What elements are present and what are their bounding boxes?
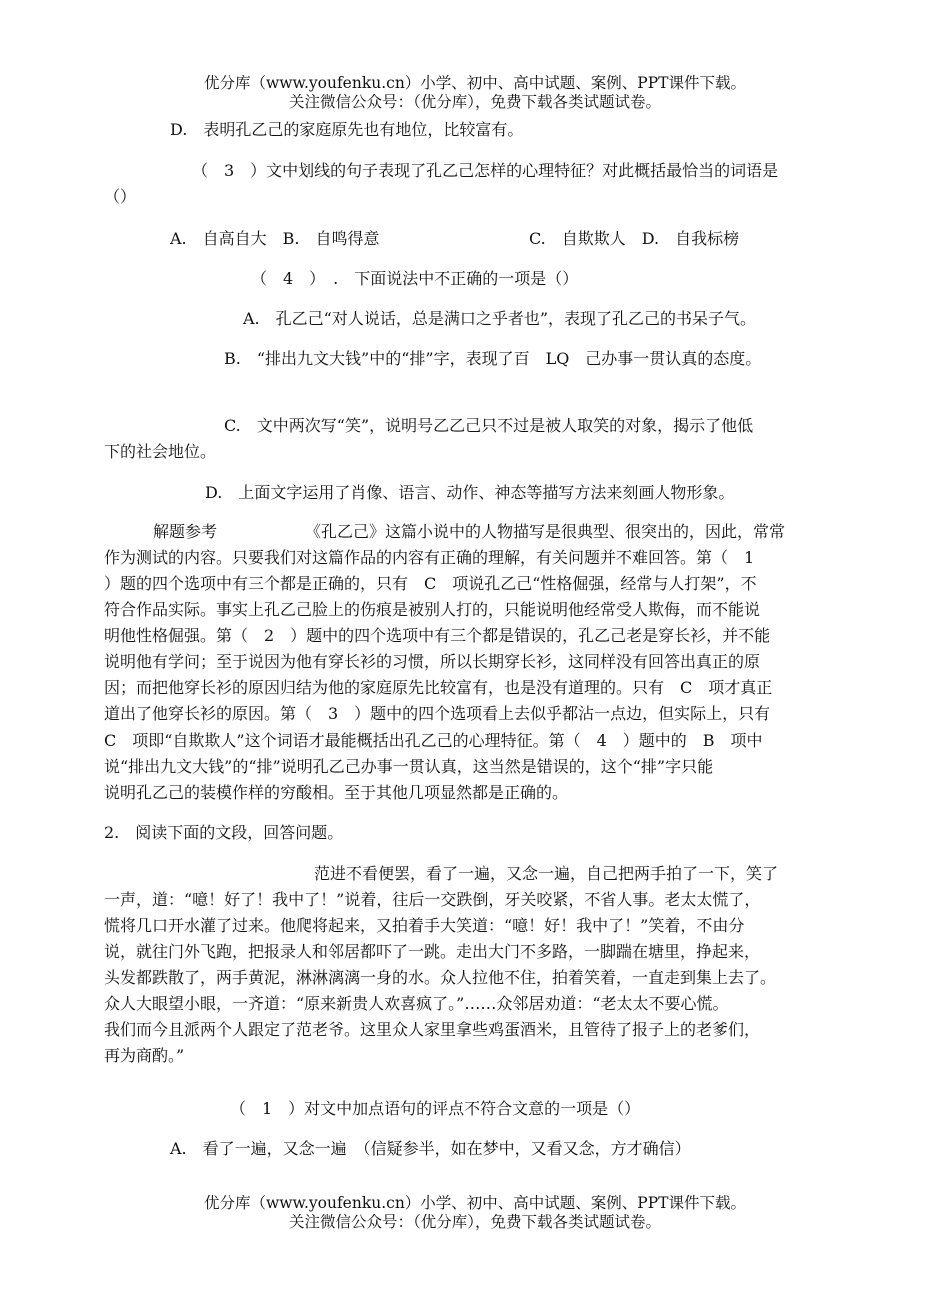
header-line-1: 优分库（www.youfenku.cn）小学、初中、高中试题、案例、PPT课件下载。 [203, 74, 747, 92]
q2-passage-line: 我们而今且派两个人跟定了范老爷。这里众人家里拿些鸡蛋酒米，且管待了报子上的老爹们， [104, 1020, 761, 1039]
q2-passage-line: 再为商酌。” [104, 1046, 185, 1065]
q2-passage-line: 一声，道：“噫！好了！我中了！”说着，往后一交跌倒，牙关咬紧，不省人事。老太太慌了， [104, 890, 761, 909]
analysis-line: 说“排出九文大钱”的“排”说明孔乙己办事一贯认真，这当然是错误的，这个“排”字只能 [104, 757, 714, 776]
q2-1-option-a: A. 看了一遍，又念一遍 （信疑参半，如在梦中，又看又念，方才确信） [170, 1139, 691, 1158]
q2-passage-line: 众人大眼望小眼，一齐道：“原来新贵人欢喜疯了。”……众邻居劝道：“老太太不要心慌。 [104, 994, 729, 1013]
header-line-2: 关注微信公众号：（优分库），免费下载各类试题试卷。 [288, 93, 661, 111]
analysis-line: ）题的四个选项中有三个都是正确的，只有 C 项说孔乙己“性格倔强，经常与人打架”，不 [104, 574, 757, 593]
analysis-line: 说明他有学问；至于说因为他有穿长衫的习惯，所以长期穿长衫，这同样没有回答出真正的原 [104, 652, 761, 671]
q1-3-stem-cont: （） [104, 187, 137, 206]
analysis-line: 符合作品实际。事实上孔乙己脸上的伤痕是被别人打的，只能说明他经常受人欺侮，而不能说 [104, 600, 761, 619]
q1-4-option-c-line2: 下的社会地位。 [104, 442, 217, 461]
q2-passage-line: 说，就往门外飞跑，把报录人和邻居都吓了一跳。走出大门不多路，一脚踹在塘里，挣起来， [104, 942, 761, 961]
analysis-line: C 项即“自欺欺人”这个词语才最能概括出孔乙己的心理特征。第（ 4 ）题中的 B 项中 [104, 731, 763, 750]
analysis-line: 因；而把他穿长衫的原因归结为他的家庭原先比较富有，也是没有道理的。只有 C 项才真正 [104, 678, 773, 697]
analysis-line: 明他性格倔强。第（ 2 ）题中的四个选项中有三个都是错误的，孔乙己老是穿长衫，并不能 [104, 626, 771, 645]
analysis-line: 作为测试的内容。只要我们对这篇作品的内容有正确的理解，有关问题并不难回答。第（ 1 [104, 548, 755, 567]
q2-heading: 2. 阅读下面的文段，回答问题。 [104, 823, 344, 842]
q1-4-option-d: D. 上面文字运用了肖像、语言、动作、神态等描写方法来刻画人物形象。 [205, 483, 735, 502]
analysis-line: 说明孔乙己的装模作样的穷酸相。至于其他几项显然都是正确的。 [104, 783, 569, 802]
analysis-label: 解题参考 [153, 522, 218, 541]
footer-line-2: 关注微信公众号：（优分库），免费下载各类试题试卷。 [288, 1213, 661, 1231]
q1-3-options-cd: C. 自欺欺人 D. 自我标榜 [529, 229, 740, 248]
q1-3-options-ab: A. 自高自大 B. 自鸣得意 [170, 229, 380, 248]
q1-4-option-c-line1: C. 文中两次写“笑”，说明号乙乙己只不过是被人取笑的对象，揭示了他低 [224, 416, 754, 435]
q1-3-stem: （ 3 ）文中划线的句子表现了孔乙己怎样的心理特征？对此概括最恰当的词语是 [192, 161, 779, 180]
q1-4-option-b: B. “排出九文大钱”中的“排”字，表现了百 LQ 己办事一贯认真的态度。 [224, 349, 762, 368]
q2-passage-line: 头发都跌散了，两手黄泥，淋淋漓漓一身的水。众人拉他不住，拍着笑着，一直走到集上去了。 [104, 968, 777, 987]
q1-4-option-a: A. 孔乙己“对人说话，总是满口之乎者也”，表现了孔乙己的书呆子气。 [243, 309, 757, 328]
analysis-line: 《孔乙己》这篇小说中的人物描写是很典型、很突出的，因此，常常 [305, 522, 786, 541]
q2-1-stem: （ 1 ）对文中加点语句的评点不符合文意的一项是（） [230, 1099, 641, 1118]
q2-passage-line: 慌将几口开水灌了过来。他爬将起来，又拍着手大笑道：“噫！好！我中了！”笑着，不由分 [104, 916, 745, 935]
analysis-line: 道出了他穿长衫的原因。第（ 3 ）题中的四个选项看上去似乎都沾一点边，但实际上，只有 [104, 704, 771, 723]
q1-2-option-d: D. 表明孔乙己的家庭原先也有地位，比较富有。 [170, 120, 524, 139]
q1-4-stem: （ 4 ） . 下面说法中不正确的一项是（） [251, 269, 579, 288]
footer-line-1: 优分库（www.youfenku.cn）小学、初中、高中试题、案例、PPT课件下载。 [203, 1194, 747, 1212]
q2-passage-line: 范进不看便罢，看了一遍，又念一遍，自己把两手拍了一下，笑了 [314, 864, 779, 883]
